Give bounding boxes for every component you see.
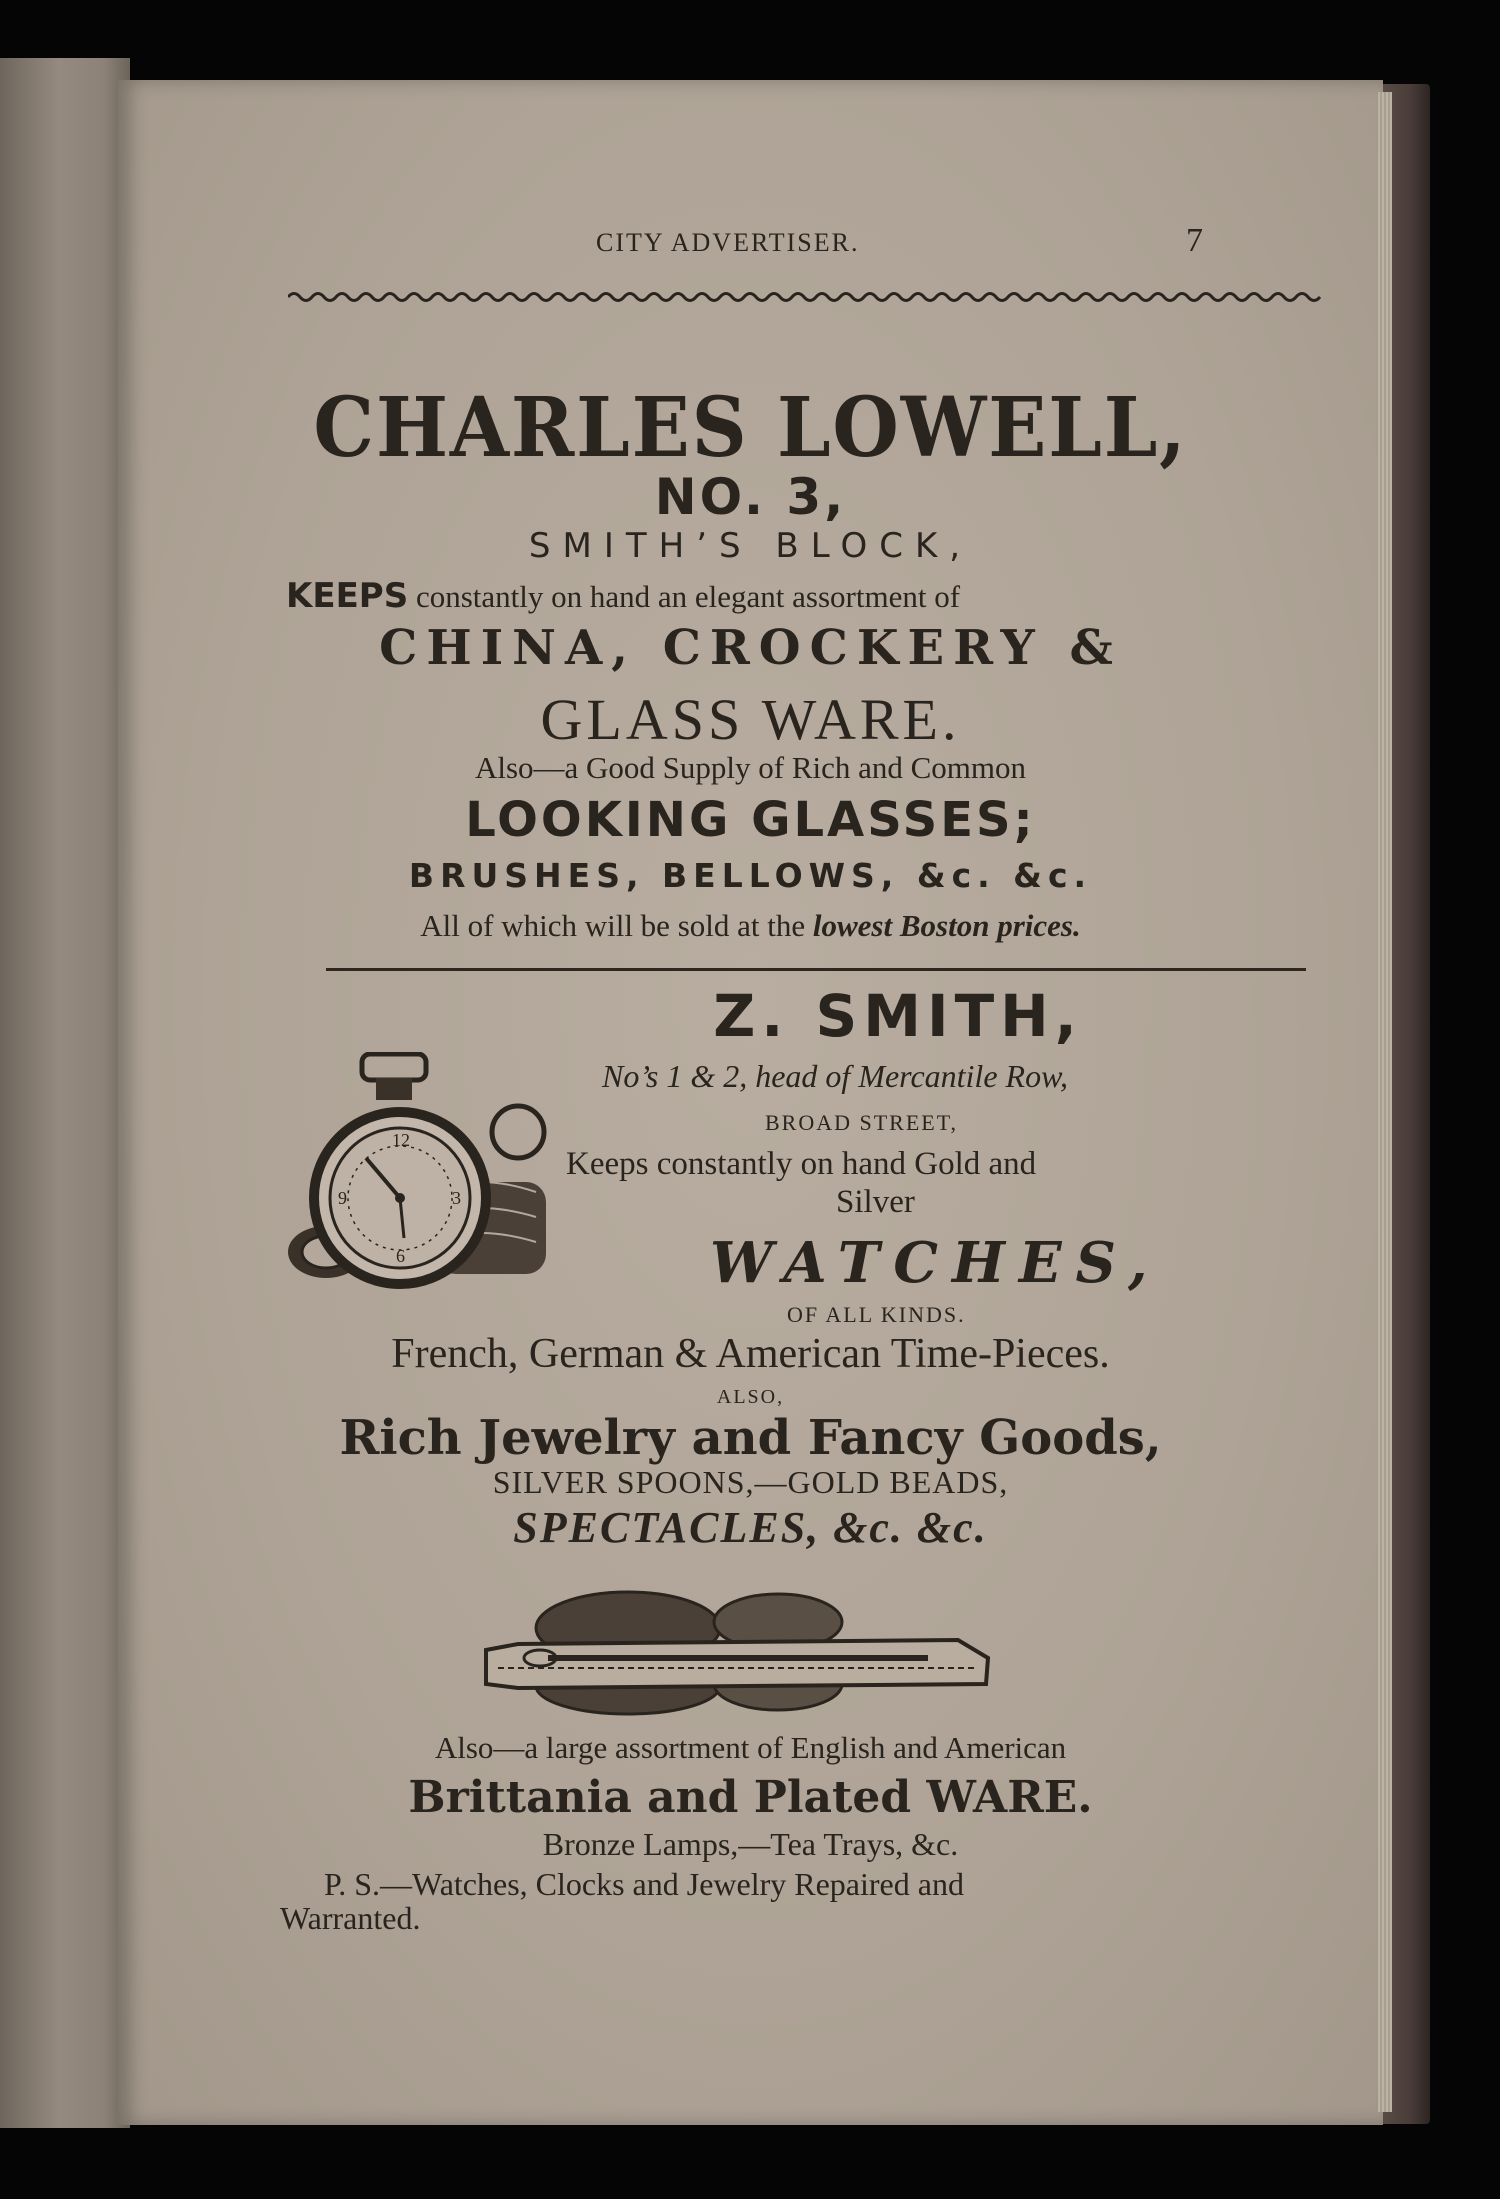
charles-lowell-keeps	[286, 576, 960, 616]
svg-text:6: 6	[396, 1246, 405, 1266]
z-smith-name: Z. SMITH,	[713, 982, 1083, 1050]
charles-lowell-brushes: BRUSHES, BELLOWS, &c. &c.	[408, 856, 1093, 895]
charles-lowell-looking-glasses: LOOKING GLASSES;	[465, 792, 1036, 848]
charles-lowell-also: Also—a Good Supply of Rich and Common	[474, 750, 1027, 785]
z-smith-keeps: Keeps constantly on hand Gold and	[566, 1146, 1037, 1182]
sold-lead: All of which will be sold at the	[420, 908, 806, 943]
svg-text:9: 9	[338, 1188, 347, 1208]
z-smith-spectacles: SPECTACLES, &c. &c.	[513, 1503, 988, 1552]
charles-lowell-block: SMITH’S BLOCK,	[528, 526, 973, 566]
z-smith-address: No’s 1 & 2, head of Mercantile Row,	[602, 1058, 1069, 1094]
z-smith-street: BROAD STREET,	[765, 1110, 959, 1135]
z-smith-kinds: OF ALL KINDS.	[787, 1302, 966, 1327]
z-smith-ps: P. S.—Watches, Clocks and Jewelry Repaired and	[324, 1866, 964, 1902]
keeps-lead: KEEPS	[286, 576, 409, 616]
z-smith-silver: Silver	[836, 1184, 915, 1220]
z-smith-watches: WATCHES,	[710, 1230, 1162, 1296]
z-smith-lamps: Bronze Lamps,—Tea Trays, &c.	[542, 1826, 959, 1862]
running-head: CITY ADVERTISER.	[596, 228, 860, 257]
charles-lowell-number: NO. 3,	[654, 468, 847, 526]
spectacles-case-icon	[478, 1588, 998, 1716]
svg-text:3: 3	[452, 1188, 461, 1208]
charles-lowell-china: CHINA, CROCKERY &	[379, 620, 1122, 676]
page-edge-stack	[1378, 92, 1392, 2112]
left-page-edge	[0, 58, 130, 2128]
z-smith-spoons: SILVER SPOONS,—GOLD BEADS,	[492, 1464, 1009, 1500]
pocket-watch-icon	[286, 1052, 558, 1290]
wavy-rule	[288, 290, 1328, 304]
z-smith-warranted: Warranted.	[280, 1900, 421, 1936]
page-number: 7	[1186, 222, 1203, 259]
z-smith-also: ALSO,	[716, 1386, 785, 1408]
z-smith-brittania: Brittania and Plated WARE.	[408, 1772, 1093, 1823]
sold-italic: lowest Boston prices.	[812, 908, 1081, 943]
z-smith-jewelry: Rich Jewelry and Fancy Goods,	[339, 1410, 1162, 1466]
charles-lowell-glass: GLASS WARE.	[540, 687, 961, 752]
keeps-rest: constantly on hand an elegant assortment of	[415, 579, 961, 614]
z-smith-timepieces: French, German & American Time-Pieces.	[391, 1331, 1110, 1377]
z-smith-assortment: Also—a large assortment of English and American	[434, 1730, 1067, 1765]
book-page	[118, 80, 1383, 2125]
charles-lowell-name: CHARLES LOWELL,	[313, 380, 1188, 476]
section-divider	[326, 968, 1306, 971]
charles-lowell-prices	[118, 908, 1383, 944]
svg-text:12: 12	[392, 1130, 410, 1150]
